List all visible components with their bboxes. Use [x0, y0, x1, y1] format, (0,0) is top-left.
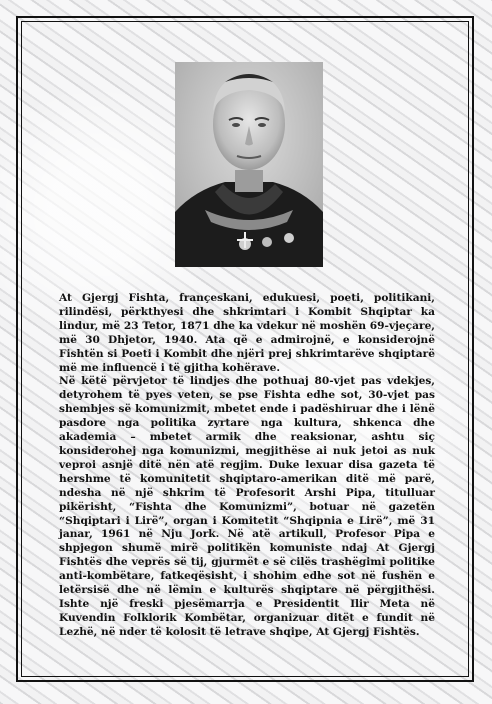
article-body — [59, 292, 435, 640]
paragraph-1: At Gjergj Fishta, françeskani, edukuesi, poeti, politikani, rilindësi, përkthyesi dhe shkrimtari i Kombit Shqiptar ka lindur, më 23 Tetor, 1871 dhe ka vdekur në moshën 69-vjeçare, më 30 Dhjetor, 1940. Ata që e admirojnë, e konsiderojnë Fishtën si Poeti i Kombit dhe njëri prej shkrimtarëve shqiptarë më me influencë i të gjitha kohërave. — [59, 292, 435, 374]
paragraph-2: Në këtë përvjetor të lindjes dhe pothuaj 80-vjet pas vdekjes, detyrohem të pyes veten, se pse Fishta edhe sot, 30-vjet pas shembjes së komunizmit, mbetet ende i padëshiruar dhe i lënë pasdore nga politika zyrtare nga kultura, shkenca dhe akademia – mbetet armik dhe reaksionar, ashtu siç konsiderohej nga komunizmi, megjithëse ai nuk jetoi as nuk veproi asnjë ditë nën atë regjim. Duke lexuar disa gazeta të hershme të komunitetit shqiptaro-amerikan ditë më parë, ndesha në një shkrim të Profesorit Arshi Pipa, titulluar pikërisht, “Fishta dhe Komunizmi”, botuar në gazetën “Shqiptari i Lirë”, organ i Komitetit “Shqipnia e Lirë”, më 31 janar, 1961 në Nju Jork. Në atë artikull, Profesor Pipa e shpjegon shumë mirë politikën komuniste ndaj At Gjergj Fishtës dhe veprës së tij, gjurmët e së cilës trashëgimi politike anti-kombëtare, fatkeqësisht, i shohim edhe sot në fushën e letërsisë dhe në lëmin e kulturës shqiptare në përgjithësi. Ishte një freski pjesëmarrja e Presidentit Ilir Meta në Kuvendin Folklorik Kombëtar, organizuar ditët e fundit në Lezhë, në nder të kolosit të letrave shqipe, At Gjergj Fishtës. — [59, 375, 435, 638]
portrait-illustration — [175, 62, 323, 267]
portrait-photo — [175, 62, 323, 267]
